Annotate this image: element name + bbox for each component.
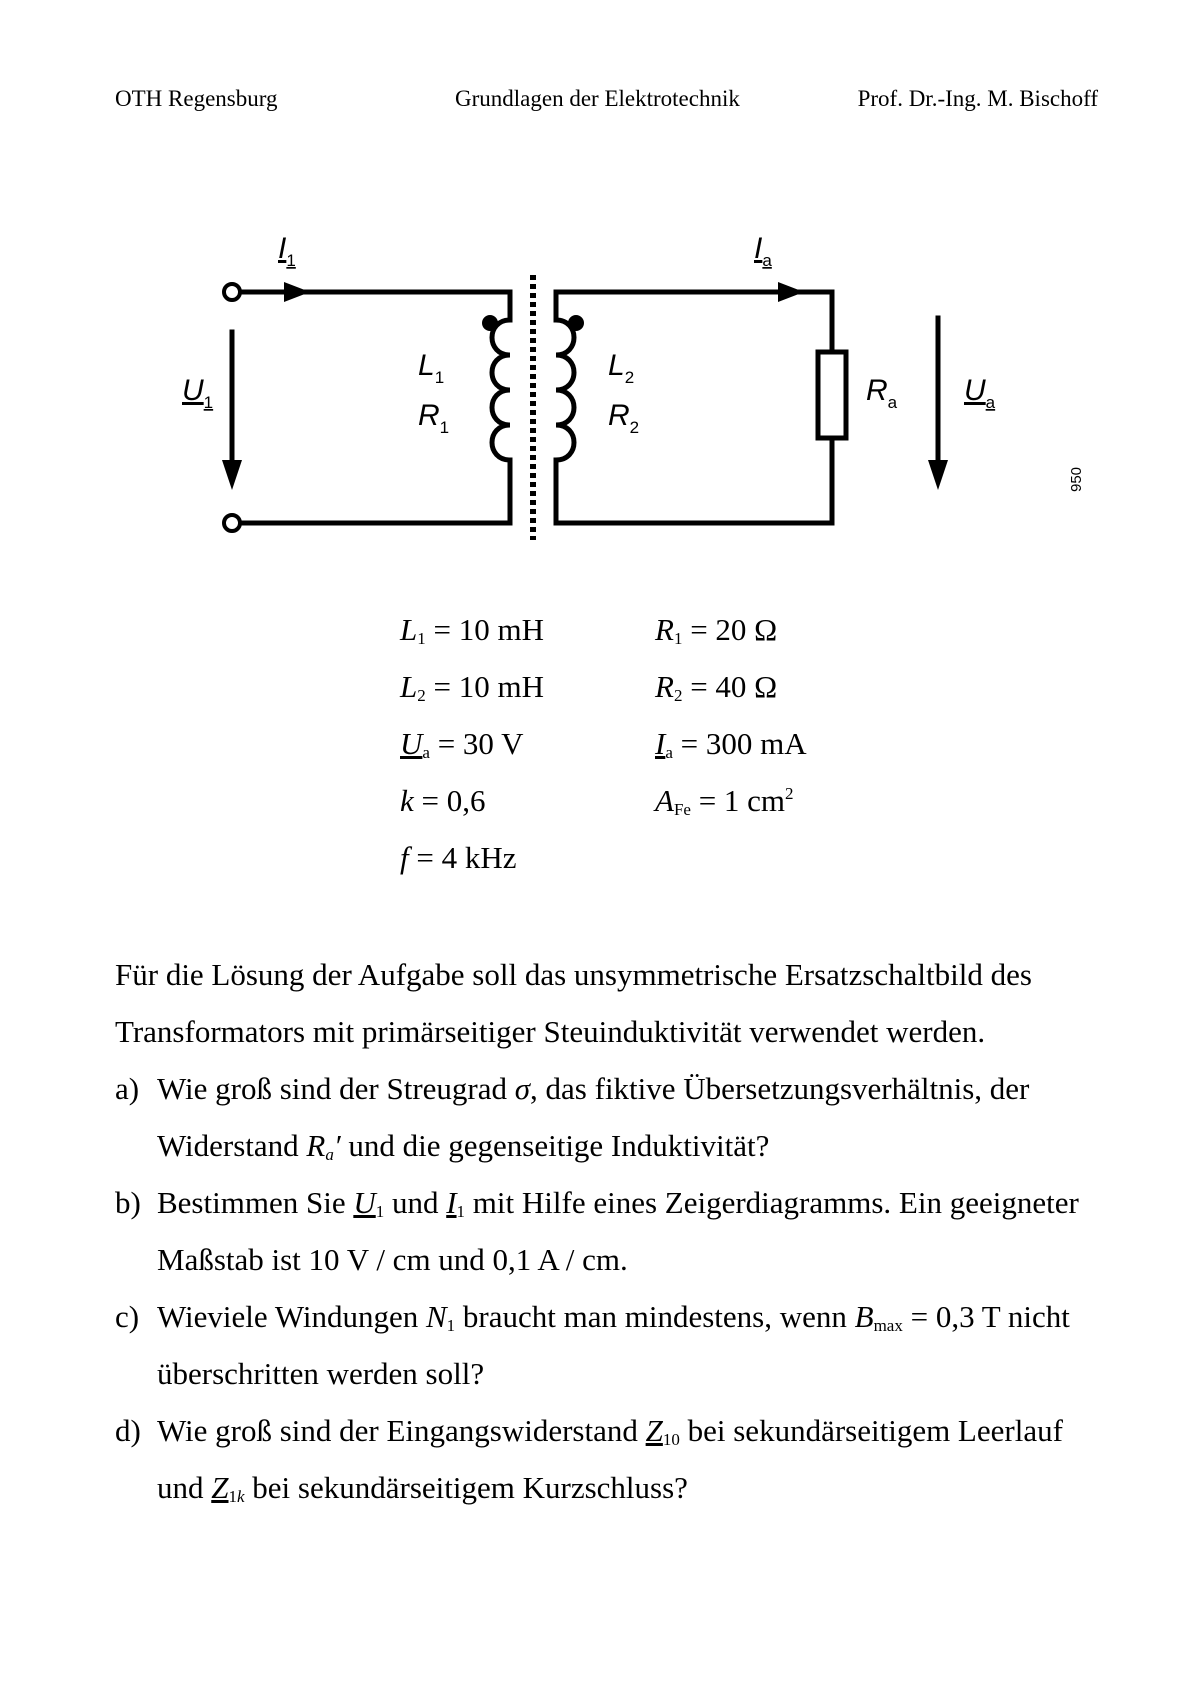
input-terminal-top [224,284,240,300]
task-c-label: c) [115,1299,140,1334]
load-resistor [818,352,846,438]
voltage-arrowhead-ua [928,460,948,490]
page-side-code: 950 [1068,466,1085,492]
label-l1: $L_1$ [418,349,445,387]
label-ra: $R_a$ [866,374,898,412]
primary-coil [492,320,510,460]
transformer-circuit-diagram [160,220,1020,540]
task-a-label: a) [115,1071,140,1106]
param-r2: $R_2 = 40$ Ω [655,669,778,705]
label-r2: $R_2$ [608,399,640,437]
header-course: Grundlagen der Elektrotechnik [455,86,740,111]
param-ua: $U_a = 30$ V [400,726,524,762]
voltage-arrowhead-u1 [222,460,242,490]
task-b-label: b) [115,1185,141,1220]
label-ia: $I_a$ [754,232,772,270]
label-r1: $R_1$ [418,399,450,437]
label-u1: $U_1$ [182,374,214,412]
label-l2: $L_2$ [608,349,635,387]
label-i1: $I_1$ [278,232,296,270]
param-k: k = 0,6 [400,783,486,818]
param-f: f = 4 kHz [400,840,517,875]
input-terminal-bottom [224,515,240,531]
task-c: c) Wieviele Windungen $N_1$ braucht man mindestens, wenn $B_{max} = 0,3$ T nicht überschritten werden soll? [115,1288,1095,1402]
task-d-label: d) [115,1413,141,1448]
task-b: b) Bestimmen Sie $U_1$ und $I_1$ mit Hilfe eines Zeigerdiagramms. Ein geeigneter Maßstab ist 10 V / cm und 0,1 A / cm. [115,1174,1095,1288]
primary-dot-marker [482,315,498,331]
param-r1: $R_1 = 20$ Ω [655,612,778,648]
task-a: a) Wie groß sind der Streugrad σ, das fiktive Übersetzungsverhältnis, der Widerstand $R_a'$ und die gegenseitige Induktivität? [115,1060,1095,1174]
current-arrow-ia [778,282,804,302]
header-professor: Prof. Dr.-Ing. M. Bischoff [857,86,1098,111]
label-ua: $U_a$ [964,374,996,412]
param-l1: $L_1 = 10$ mH [400,612,544,648]
param-ia: $I_a = 300$ mA [655,726,807,762]
header-university: OTH Regensburg [115,86,278,111]
param-l2: $L_2 = 10$ mH [400,669,544,705]
secondary-coil [556,320,574,460]
intro-text: Für die Lösung der Aufgabe soll das unsymmetrische Ersatzschaltbild des Transformators mit primärseitiger Steuinduktivität verwendet werden. [115,957,1032,1049]
param-afe: $A_{Fe} = 1$ $cm^2$ [655,783,794,819]
task-d: d) Wie groß sind der Eingangswiderstand $Z_{10}$ bei sekundärseitigem Leerlauf und $Z_{1k}$ bei sekundärseitigem Kurzschluss? [115,1402,1095,1516]
current-arrow-i1 [284,282,310,302]
secondary-dot-marker [568,315,584,331]
